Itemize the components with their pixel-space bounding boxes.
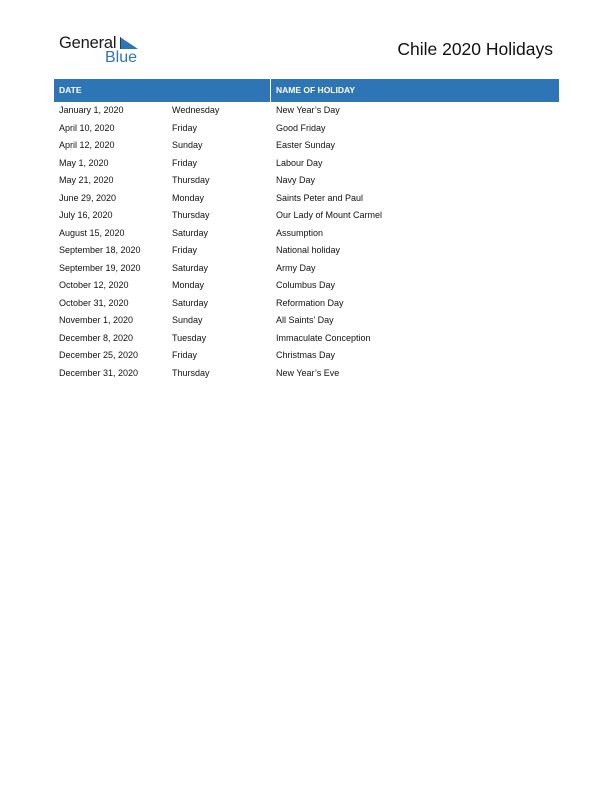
holiday-date: September 18, 2020 xyxy=(59,245,141,255)
holiday-name: New Year’s Eve xyxy=(276,367,340,378)
holiday-date: July 16, 2020 xyxy=(59,210,113,220)
holiday-date: May 1, 2020 xyxy=(59,157,109,168)
table-row xyxy=(54,365,559,383)
table-row xyxy=(54,172,559,190)
table-row xyxy=(54,225,559,243)
holiday-date: June 29, 2020 xyxy=(59,192,117,203)
holiday-weekday: Friday xyxy=(172,122,198,133)
holiday-weekday: Monday xyxy=(172,192,205,203)
holiday-weekday: Tuesday xyxy=(172,332,207,343)
holiday-name: Labour Day xyxy=(276,157,323,168)
table-row xyxy=(54,190,559,208)
holiday-name: Christmas Day xyxy=(276,350,336,360)
holiday-weekday: Thursday xyxy=(172,367,210,378)
holiday-date: December 25, 2020 xyxy=(59,350,139,360)
holiday-weekday: Friday xyxy=(172,245,198,255)
table-row xyxy=(54,295,559,313)
table-row xyxy=(54,242,559,260)
holiday-weekday: Wednesday xyxy=(172,105,220,115)
header-divider xyxy=(270,79,271,102)
holiday-name: Saints Peter and Paul xyxy=(276,192,364,203)
table-row xyxy=(54,277,559,295)
holiday-date: April 12, 2020 xyxy=(59,140,115,150)
holiday-date: May 21, 2020 xyxy=(59,175,114,185)
holiday-date: December 31, 2020 xyxy=(59,367,139,378)
table-row xyxy=(54,137,559,155)
logo-text-general: General xyxy=(59,34,117,52)
holiday-name: Assumption xyxy=(276,227,324,238)
holiday-name: New Year’s Day xyxy=(276,105,340,115)
table-row xyxy=(54,260,559,278)
column-header-holiday-name: NAME OF HOLIDAY xyxy=(276,85,356,95)
table-row xyxy=(54,347,559,365)
holiday-date: January 1, 2020 xyxy=(59,105,124,115)
holiday-name: Navy Day xyxy=(276,175,316,185)
table-row xyxy=(54,120,559,138)
column-header-date: DATE xyxy=(59,85,82,95)
table-row xyxy=(54,155,559,173)
holiday-weekday: Friday xyxy=(172,350,198,360)
holiday-name: All Saints’ Day xyxy=(276,315,334,325)
table-header xyxy=(54,79,559,102)
holiday-name: Columbus Day xyxy=(276,280,336,290)
table-row xyxy=(54,207,559,225)
table-row xyxy=(54,102,559,120)
holiday-weekday: Saturday xyxy=(172,227,209,238)
holiday-weekday: Sunday xyxy=(172,315,203,325)
holiday-name: Reformation Day xyxy=(276,297,344,308)
holiday-date: November 1, 2020 xyxy=(59,315,134,325)
holiday-name: Our Lady of Mount Carmel xyxy=(276,210,383,220)
holiday-date: April 10, 2020 xyxy=(59,122,115,133)
logo xyxy=(59,34,149,68)
table-row xyxy=(54,330,559,348)
holiday-weekday: Thursday xyxy=(172,175,210,185)
holiday-weekday: Saturday xyxy=(172,262,209,273)
holiday-name: Army Day xyxy=(276,262,316,273)
page-title: Chile 2020 Holidays xyxy=(397,39,553,59)
holiday-list xyxy=(54,102,559,382)
holiday-weekday: Monday xyxy=(172,280,205,290)
holiday-date: September 19, 2020 xyxy=(59,262,141,273)
holiday-weekday: Thursday xyxy=(172,210,210,220)
holiday-name: National holiday xyxy=(276,245,341,255)
holiday-date: October 12, 2020 xyxy=(59,280,129,290)
holiday-name: Easter Sunday xyxy=(276,140,336,150)
holiday-name: Good Friday xyxy=(276,122,326,133)
holiday-date: August 15, 2020 xyxy=(59,227,125,238)
flag-icon xyxy=(120,37,138,51)
holiday-weekday: Friday xyxy=(172,157,198,168)
holiday-date: October 31, 2020 xyxy=(59,297,129,308)
holiday-name: Immaculate Conception xyxy=(276,332,371,343)
holiday-weekday: Saturday xyxy=(172,297,209,308)
holiday-weekday: Sunday xyxy=(172,140,203,150)
holiday-date: December 8, 2020 xyxy=(59,332,134,343)
logo-text-blue: Blue xyxy=(105,49,138,66)
table-row xyxy=(54,312,559,330)
